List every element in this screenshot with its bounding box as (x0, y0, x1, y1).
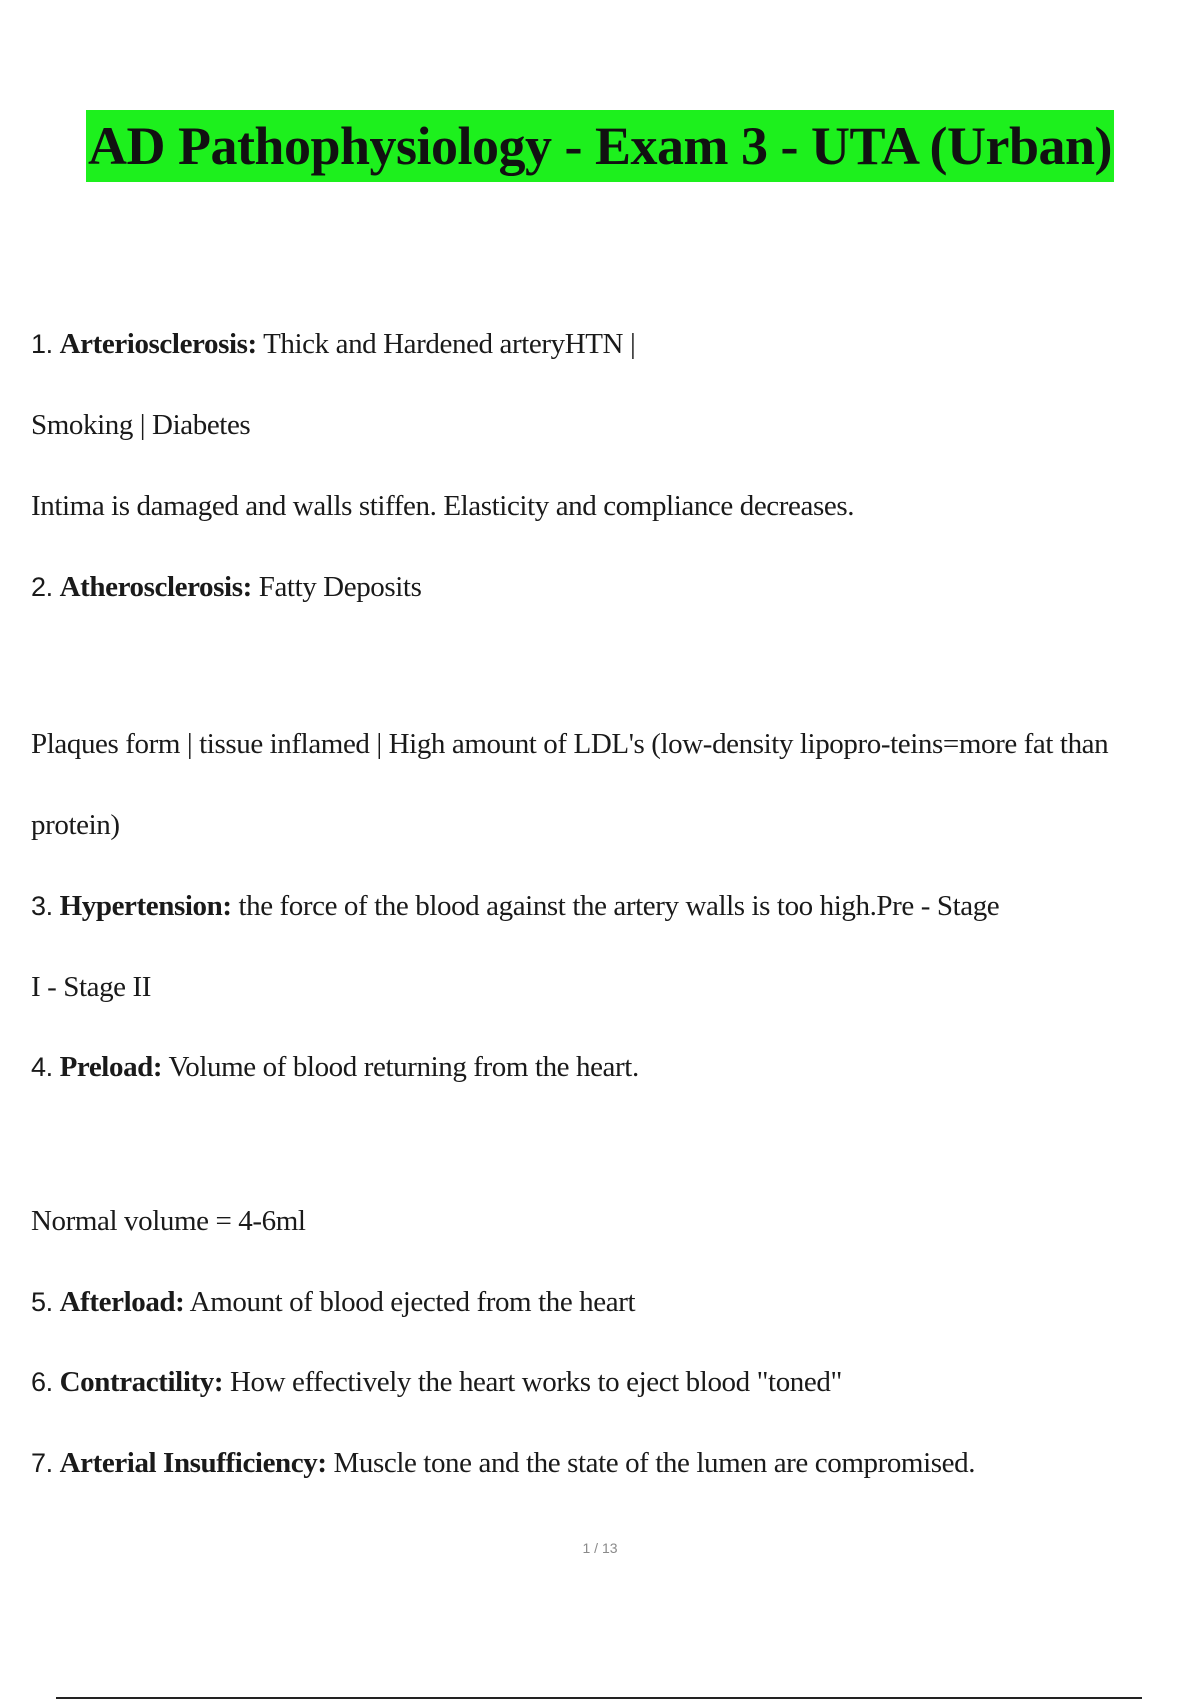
item-number: 2. (31, 572, 53, 602)
item-definition: How effectively the heart works to eject blood "toned" (223, 1366, 842, 1398)
list-item-3 (31, 888, 999, 924)
item-number: 6. (31, 1367, 53, 1397)
item-term: Arterial Insufficiency: (59, 1447, 327, 1479)
item-2-continuation-2: protein) (31, 809, 120, 841)
list-item-1 (31, 326, 635, 362)
item-definition: Amount of blood ejected from the heart (184, 1286, 636, 1318)
item-1-continuation-2: Intima is damaged and walls stiffen. Elasticity and compliance decreases. (31, 490, 855, 522)
item-term: Arteriosclerosis: (59, 328, 257, 360)
item-term: Atherosclerosis: (59, 571, 252, 603)
page-bottom-divider (56, 1697, 1142, 1699)
item-3-continuation-1: I - Stage II (31, 971, 152, 1003)
list-item-6 (31, 1364, 842, 1400)
list-item-5 (31, 1284, 635, 1320)
list-item-4 (31, 1049, 639, 1085)
item-definition: the force of the blood against the artery walls is too high.Pre - Stage (231, 890, 1000, 922)
item-term: Preload: (59, 1051, 163, 1083)
item-1-continuation-1: Smoking | Diabetes (31, 409, 251, 441)
item-number: 3. (31, 891, 53, 921)
item-term: Hypertension: (59, 890, 232, 922)
item-number: 4. (31, 1052, 53, 1082)
title-container (0, 110, 1200, 182)
item-definition: Fatty Deposits (251, 571, 422, 603)
document-title: AD Pathophysiology - Exam 3 - UTA (Urban) (86, 110, 1114, 182)
item-definition: Volume of blood returning from the heart. (162, 1051, 639, 1083)
item-2-continuation-1: Plaques form | tissue inflamed | High amount of LDL's (low-density lipopro-teins=more fat than (31, 728, 1109, 760)
page-indicator: 1 / 13 (582, 1540, 618, 1556)
item-number: 7. (31, 1448, 53, 1478)
item-4-continuation-1: Normal volume = 4-6ml (31, 1205, 306, 1237)
item-number: 1. (31, 329, 53, 359)
item-number: 5. (31, 1287, 53, 1317)
item-definition: Muscle tone and the state of the lumen are compromised. (326, 1447, 976, 1479)
item-term: Contractility: (59, 1366, 224, 1398)
item-definition: Thick and Hardened arteryHTN | (256, 328, 636, 360)
list-item-2 (31, 569, 421, 605)
list-item-7 (31, 1445, 975, 1481)
item-term: Afterload: (59, 1286, 185, 1318)
